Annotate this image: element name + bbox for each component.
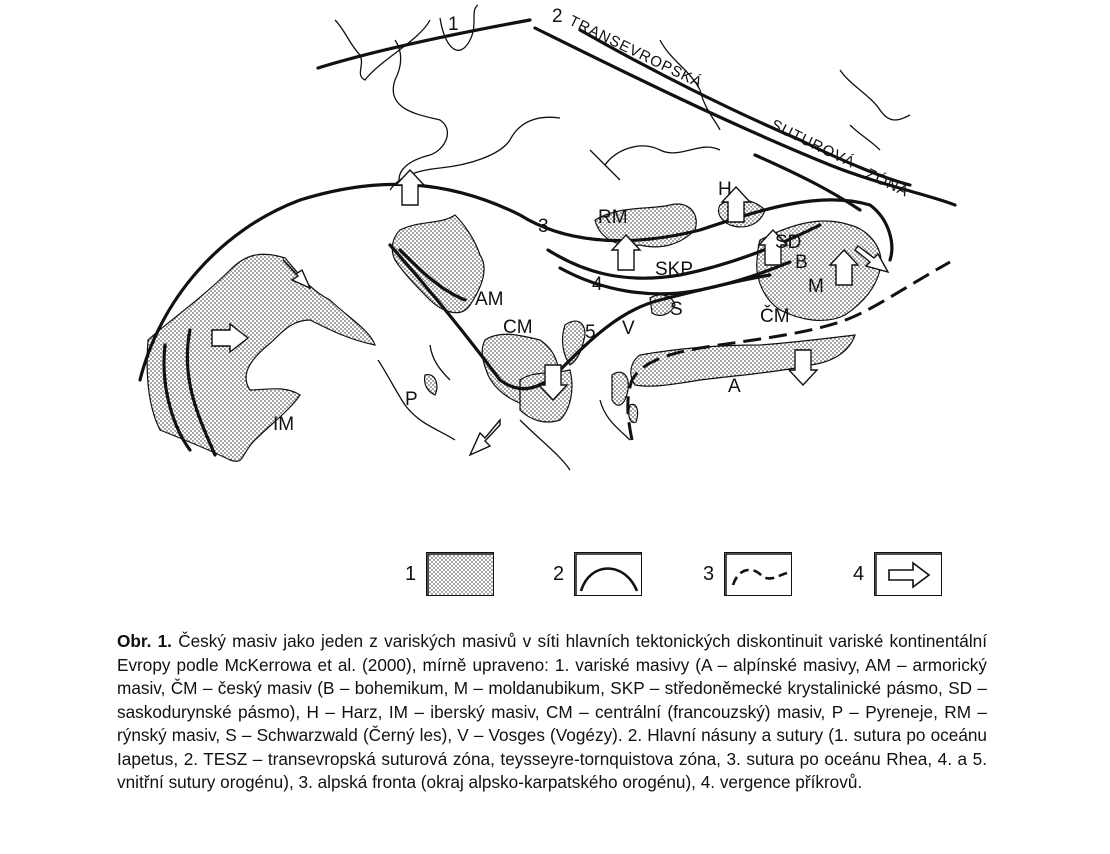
legend-number: 4 [853, 562, 865, 585]
caption-prefix: Obr. 1. [117, 631, 172, 651]
legend [0, 548, 1110, 608]
massif-alpine-west [612, 372, 628, 405]
massif-alpine [631, 335, 855, 386]
vergence-arrow-icon [874, 552, 942, 596]
label-tesz-1: TRANSEVROPSKÁ [566, 12, 706, 92]
label-sd: SD [775, 232, 802, 253]
label-tesz-3: ZÓNA [863, 165, 912, 201]
label-b: B [795, 252, 808, 273]
legend-item-suture [553, 548, 642, 600]
label-p: P [405, 389, 418, 410]
figure-caption [117, 630, 987, 795]
label-im: IM [273, 414, 295, 435]
suture-arc-icon [574, 552, 642, 596]
legend-number: 2 [553, 562, 565, 585]
legend-item-massif [405, 548, 494, 600]
label-h: H [718, 179, 732, 200]
label-m: M [808, 276, 824, 297]
label-s: S [670, 299, 683, 320]
label-line-4: 4 [592, 274, 603, 295]
legend-item-vergence [853, 548, 942, 600]
massif-iberian [147, 254, 375, 461]
label-line-5: 5 [585, 322, 596, 343]
label-line-1: 1 [448, 14, 459, 35]
dotted-area-icon [426, 552, 494, 596]
vergence-arrow-4 [470, 420, 500, 455]
dashed-front-icon [724, 552, 792, 596]
label-tesz-2: SUTUROVÁ [768, 116, 858, 172]
label-rm: RM [598, 207, 628, 228]
label-a: A [728, 376, 741, 397]
legend-number: 3 [703, 562, 715, 585]
label-skp: SKP [655, 259, 694, 280]
massif-alpine-corsica [629, 404, 638, 422]
label-cm: CM [503, 317, 533, 338]
legend-number: 1 [405, 562, 417, 585]
legend-item-alpine-front [703, 548, 792, 600]
label-line-2: 2 [552, 6, 563, 27]
caption-text: Český masiv jako jeden z variských masivů v síti hlavních tektonických diskontinuit variské kontinentální Evropy podle McKerrowa et al. (2000), mírně upraveno: 1. variské masivy (A – alpínské masivy, AM – armorický masiv, ČM – český masiv (B – bohemikum, M – moldanubikum, SKP – středoněmecké krystalinické pásmo, SD – saskodurynské pásmo), H – Harz, IM – iberský masiv, CM – centrální (francouzský) masiv, P – Pyreneje, RM – rýnský masiv, S – Schwarzwald (Černý les), V – Vosges (Vogézy). 2. Hlavní násuny a sutury (1. sutura po oceánu Iapetus, 2. TESZ – transevropská suturová zóna, teysseyre-tornquistova zóna, 3. sutura po oceánu Rhea, 4. a 5. vnitřní sutury orogénu), 3. alpská fronta (okraj alpsko-karpatského orogénu), 4. vergence příkrovů. [117, 631, 988, 792]
label-v: V [622, 318, 635, 339]
label-am: AM [475, 289, 504, 310]
label-cm-czech: ČM [760, 306, 790, 327]
label-line-3: 3 [538, 216, 549, 237]
suture-1-iapetus [318, 20, 530, 68]
massif-pyrenees [425, 375, 437, 395]
